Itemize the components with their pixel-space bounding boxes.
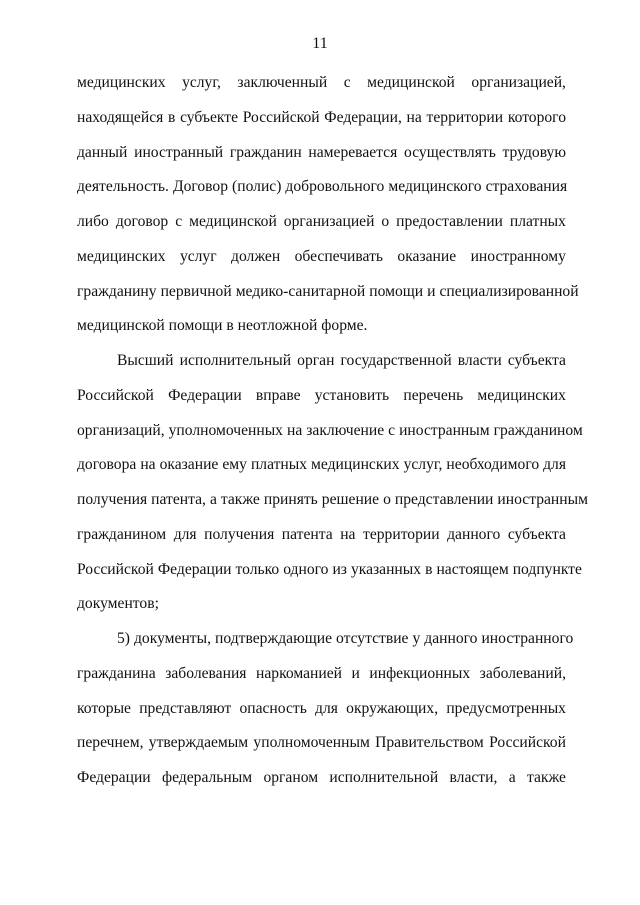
word: Федерации: [157, 560, 232, 578]
word: на: [286, 421, 303, 439]
word: обеспечивать: [294, 247, 384, 265]
word: оказание: [397, 247, 457, 265]
word: гражданин: [229, 143, 302, 161]
word: медицинской: [189, 213, 277, 230]
text-line: [77, 348, 566, 383]
word: в: [168, 108, 176, 126]
word: федеральным: [161, 769, 253, 786]
word: утверждаемым: [148, 734, 249, 752]
word: патента: [281, 525, 333, 543]
word: органом: [263, 769, 319, 786]
word: исполнительной: [329, 769, 439, 786]
word: гражданина: [77, 664, 156, 682]
word: специализированной: [439, 282, 579, 300]
word: Высший: [117, 352, 174, 369]
page-number: 11: [312, 35, 328, 52]
text-line: [77, 174, 566, 209]
text-line: медицинской помощи в неотложной форме.: [77, 317, 368, 335]
word: субъекте: [180, 108, 239, 126]
word: договор: [115, 213, 169, 230]
word: исполнительный: [179, 352, 292, 369]
word: Федерации: [77, 769, 151, 786]
text-line: [77, 105, 566, 140]
word: услуг,: [403, 456, 443, 474]
word: необходимого: [446, 456, 540, 474]
word: о: [381, 213, 390, 230]
text-line: документов;: [77, 595, 159, 613]
word: оказание: [159, 456, 219, 474]
text-line: [77, 557, 582, 592]
word: на: [406, 108, 422, 126]
text-line: [77, 487, 588, 522]
word: данный: [77, 143, 128, 161]
word: патента,: [151, 491, 206, 508]
word: Правительством: [375, 734, 484, 752]
word: для: [315, 699, 338, 717]
word: уполномоченным: [253, 734, 370, 752]
word: услуг,: [182, 74, 221, 91]
text-line: [77, 661, 566, 696]
word: находящейся: [77, 108, 164, 126]
word: иностранному: [470, 247, 566, 265]
word: данного: [424, 630, 478, 647]
word: договора: [77, 456, 137, 474]
word: одного: [283, 560, 329, 578]
word: в: [425, 560, 433, 578]
word: организаций,: [77, 421, 165, 439]
word: организацией,: [471, 74, 566, 91]
word: получения: [204, 525, 275, 543]
word: настоящем: [436, 560, 509, 578]
word: иностранным: [399, 421, 490, 439]
word: документы,: [134, 630, 212, 647]
word: окружающих,: [346, 699, 439, 717]
word: платных: [509, 213, 566, 230]
word: Российской: [77, 386, 154, 404]
word: о: [383, 491, 391, 508]
word: предоставлении: [396, 213, 503, 230]
word: заболевания: [165, 664, 247, 682]
word: услуг: [179, 247, 217, 265]
word: у: [412, 630, 421, 647]
word: деятельность.: [77, 178, 169, 196]
word: для: [173, 525, 197, 543]
word: 5): [117, 630, 130, 647]
word: представлении: [394, 491, 494, 508]
word: вправе: [255, 386, 301, 404]
word: с: [175, 213, 183, 230]
word: Российской: [242, 108, 320, 126]
word: помощи: [369, 282, 424, 300]
text-line: [77, 140, 566, 175]
word: на: [140, 456, 156, 474]
text-line: [77, 730, 566, 765]
word: иностранного: [481, 630, 574, 647]
word: государственной: [340, 352, 452, 369]
word: решение: [321, 491, 380, 508]
word: Федерации: [168, 386, 242, 404]
word: из: [332, 560, 347, 578]
word: добровольного: [285, 178, 385, 196]
text-line: [77, 279, 579, 314]
word: уполномоченных: [168, 421, 283, 439]
word: а: [209, 491, 217, 508]
word: также: [220, 491, 260, 508]
text-line: [77, 626, 574, 661]
word: установить: [314, 386, 390, 404]
word: субъекта: [507, 352, 566, 369]
word: осуществлять: [404, 143, 496, 161]
text-line: [77, 383, 566, 418]
word: которые: [77, 699, 131, 717]
word: Договор: [172, 178, 229, 196]
word: медицинских: [477, 386, 566, 404]
text-line: [77, 209, 566, 244]
word: данного: [447, 525, 501, 543]
word: страхования: [485, 178, 568, 196]
word: должен: [231, 247, 281, 265]
word: субъекта: [507, 525, 566, 543]
text-line: [77, 452, 566, 487]
document-body: [77, 70, 588, 800]
word: Федерации,: [324, 108, 402, 126]
word: территории: [426, 108, 504, 126]
word: территории: [363, 525, 440, 543]
word: Российской: [489, 734, 566, 752]
word: наркоманией: [256, 664, 342, 682]
word: медико-санитарной: [235, 282, 366, 300]
word: для: [543, 456, 567, 474]
word: принять: [263, 491, 318, 508]
word: заключение: [306, 421, 385, 439]
text-line: [77, 70, 566, 105]
word: гражданину: [77, 282, 157, 300]
text-line: [77, 522, 566, 557]
word: ему: [222, 456, 247, 474]
word: представляют: [139, 699, 232, 717]
text-line: [77, 418, 583, 453]
word: иностранный: [134, 143, 224, 161]
word: отсутствие: [336, 630, 409, 647]
word: которого: [507, 108, 566, 126]
word: платных: [250, 456, 308, 474]
word: а: [508, 769, 516, 786]
word: иностранным: [497, 491, 588, 508]
word: с: [388, 421, 396, 439]
word: перечень: [403, 386, 464, 404]
word: трудовую: [502, 143, 566, 161]
word: организацией: [283, 213, 375, 230]
word: также: [526, 769, 566, 786]
word: намеревается: [308, 143, 398, 161]
word: заболеваний,: [479, 664, 566, 682]
word: гражданином: [493, 421, 583, 439]
word: заключенный: [237, 74, 328, 91]
word: подпункте: [512, 560, 582, 578]
word: предусмотренных: [446, 699, 566, 717]
word: только: [235, 560, 280, 578]
word: медицинской: [367, 74, 455, 91]
text-line: [77, 244, 566, 279]
word: первичной: [160, 282, 232, 300]
word: перечнем,: [77, 734, 144, 752]
word: медицинского: [388, 178, 482, 196]
word: либо: [77, 213, 109, 230]
word: инфекционных: [369, 664, 471, 682]
word: указанных: [350, 560, 422, 578]
word: и: [427, 282, 436, 300]
word: медицинских: [77, 74, 166, 91]
text-line: [77, 765, 566, 800]
word: медицинских: [77, 247, 166, 265]
word: опасность: [239, 699, 307, 717]
word: получения: [77, 491, 148, 508]
word: на: [340, 525, 356, 543]
word: и: [351, 664, 360, 682]
word: Российской: [77, 560, 154, 578]
word: (полис): [232, 178, 282, 196]
word: орган: [297, 352, 335, 369]
word: власти: [457, 352, 502, 369]
word: медицинских: [311, 456, 400, 474]
word: с: [343, 74, 351, 91]
word: власти,: [449, 769, 498, 786]
text-line: [77, 696, 566, 731]
word: гражданином: [77, 525, 167, 543]
word: подтверждающие: [215, 630, 332, 647]
